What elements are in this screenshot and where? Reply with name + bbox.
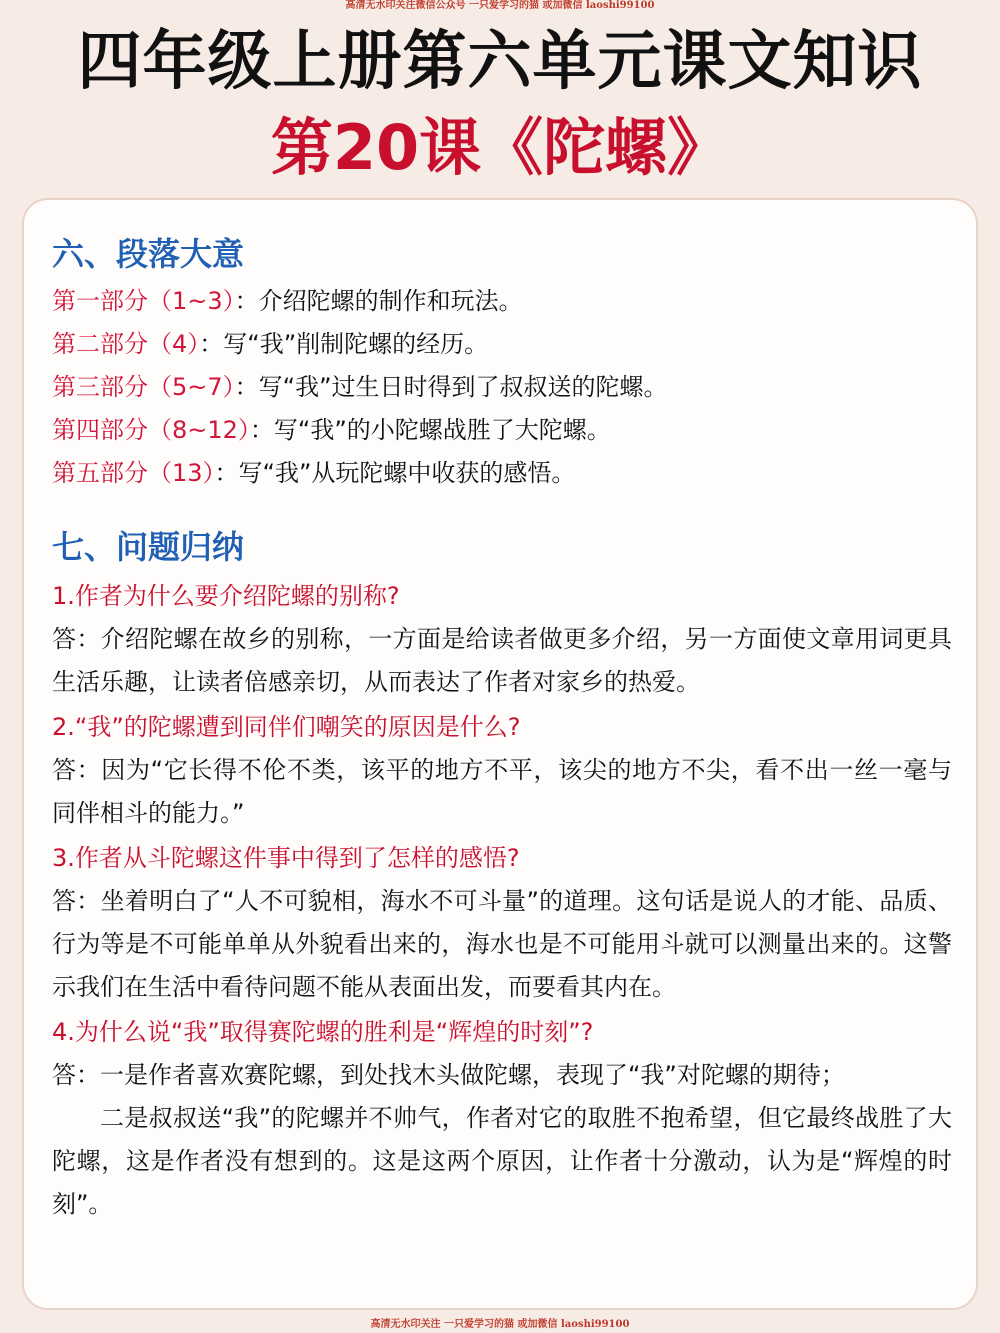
question-2: 2.“我”的陀螺遭到同伴们嘲笑的原因是什么? xyxy=(52,713,521,741)
answer-3: 答：坐着明白了“人不可貌相，海水不可斗量”的道理。这句话是说人的才能、品质、行为等是不可能单单从外貌看出来的，海水也是不可能用斗就可以测量出来的。这警示我们在生活中看待问题不能从表面出发，而要看其内在。 xyxy=(52,887,952,1001)
answer-4-part-1: 答：一是作者喜欢赛陀螺，到处找木头做陀螺，表现了“我”对陀螺的期待； xyxy=(52,1061,845,1089)
paragraph-summary-item xyxy=(52,409,952,452)
card-content xyxy=(52,228,952,1226)
paragraph-text: ：写“我”的小陀螺战胜了大陀螺。 xyxy=(249,416,611,444)
bottom-watermark: 高清无水印关注 一只爱学习的猫 或加微信 laoshi99100 xyxy=(370,1319,630,1330)
question-4: 4.为什么说“我”取得赛陀螺的胜利是“辉煌的时刻”? xyxy=(52,1018,594,1046)
paragraph-label: 第三部分（5~7） xyxy=(52,373,235,401)
paragraph-text: ：写“我”从玩陀螺中收获的感悟。 xyxy=(214,459,576,487)
paragraph-summary-item xyxy=(52,366,952,409)
question-1: 1.作者为什么要介绍陀螺的别称? xyxy=(52,582,400,610)
paragraph-text: ：写“我”过生日时得到了叔叔送的陀螺。 xyxy=(234,373,668,401)
paragraph-label: 第一部分（1~3） xyxy=(52,287,235,315)
paragraph-text: ：介绍陀螺的制作和玩法。 xyxy=(234,287,523,315)
section-heading-question-summary: 七、问题归纳 xyxy=(52,528,245,566)
paragraph-label: 第四部分（8~12） xyxy=(52,416,250,444)
lesson-subtitle: 第20课《陀螺》 xyxy=(270,111,730,184)
answer-1: 答：介绍陀螺在故乡的别称，一方面是给读者做更多介绍，另一方面使文章用词更具生活乐趣，让读者倍感亲切，从而表达了作者对家乡的热爱。 xyxy=(52,625,952,696)
section-gap xyxy=(52,495,952,521)
paragraph-label: 第二部分（4） xyxy=(52,330,200,358)
paragraph-text: ：写“我”削制陀螺的经历。 xyxy=(199,330,489,358)
paragraph-label: 第五部分（13） xyxy=(52,459,215,487)
question-3: 3.作者从斗陀螺这件事中得到了怎样的感悟? xyxy=(52,844,520,872)
section-heading-paragraph-summary: 六、段落大意 xyxy=(52,235,245,273)
paragraph-summary-item xyxy=(52,280,952,323)
paragraph-summary-item xyxy=(52,323,952,366)
page-title: 四年级上册第六单元课文知识 xyxy=(77,25,923,99)
answer-2: 答：因为“它长得不伦不类，该平的地方不平，该尖的地方不尖，看不出一丝一毫与同伴相斗的能力。” xyxy=(52,756,952,827)
top-watermark: 高清无水印关注微信公众号 一只爱学习的猫 或加微信 laoshi99100 xyxy=(345,0,655,11)
content-card xyxy=(22,198,978,1310)
answer-4-part-2: 二是叔叔送“我”的陀螺并不帅气，作者对它的取胜不抱希望，但它最终战胜了大陀螺，这是作者没有想到的。这是这两个原因，让作者十分激动，认为是“辉煌的时刻”。 xyxy=(52,1104,952,1218)
paragraph-summary-item xyxy=(52,452,952,495)
